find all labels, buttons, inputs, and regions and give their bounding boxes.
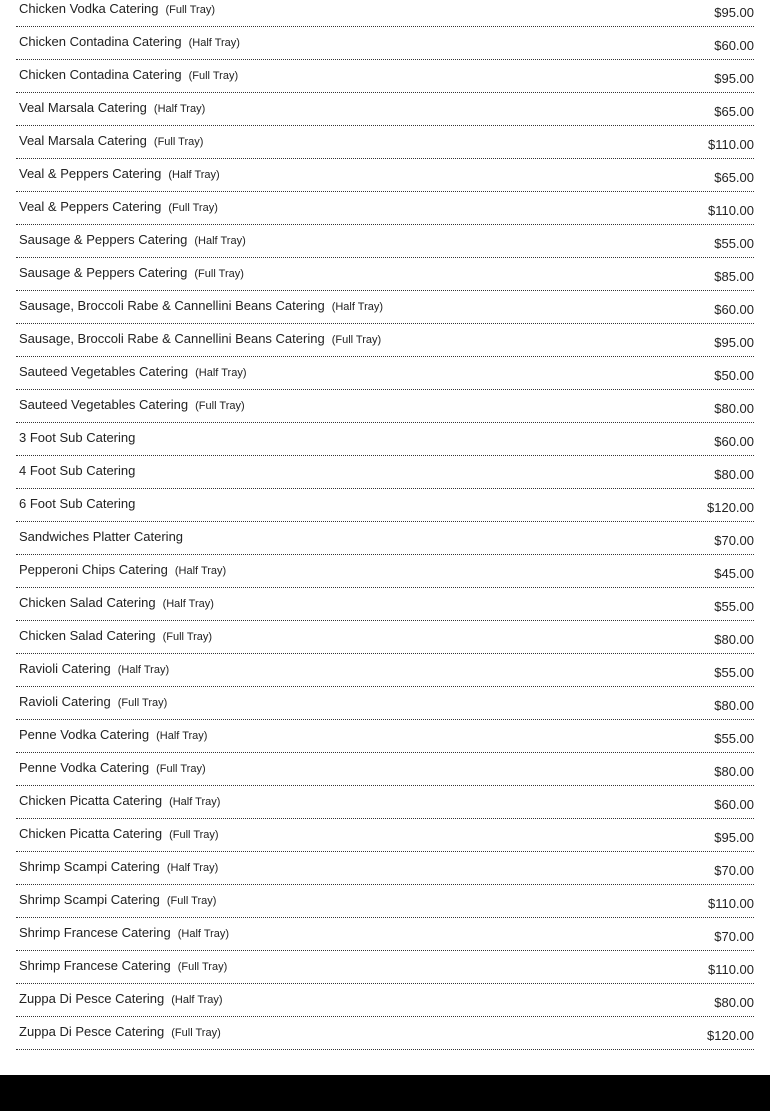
menu-item[interactable] — [16, 258, 754, 291]
menu-item[interactable] — [16, 918, 754, 951]
menu-item-name: Shrimp Francese Catering — [19, 958, 171, 973]
menu-item[interactable] — [16, 588, 754, 621]
menu-item-name: Sandwiches Platter Catering — [19, 529, 184, 544]
menu-item[interactable] — [16, 390, 754, 423]
menu-item[interactable] — [16, 720, 754, 753]
menu-item-price: $80.00 — [714, 995, 754, 1010]
menu-item-name: Chicken Contadina Catering — [19, 67, 182, 82]
menu-item[interactable] — [16, 621, 754, 654]
menu-item-size: (Half Tray) — [171, 994, 223, 1006]
menu-item-info — [16, 132, 203, 158]
menu-item-size: (Full Tray) — [165, 4, 215, 16]
menu-item-info — [16, 0, 215, 26]
menu-item-price: $95.00 — [714, 5, 754, 20]
menu-item-price: $110.00 — [707, 962, 754, 977]
menu-item-name: Sauteed Vegetables Catering — [19, 364, 189, 379]
menu-item-info — [16, 561, 226, 587]
menu-item-name: Ravioli Catering — [19, 661, 111, 676]
menu-item-size: (Full Tray) — [331, 334, 382, 346]
menu-item-price: $70.00 — [714, 863, 754, 878]
menu-item-name: Shrimp Scampi Catering — [19, 859, 160, 874]
menu-item-price: $120.00 — [707, 1028, 754, 1043]
menu-item-info — [16, 231, 246, 257]
menu-item-price: $80.00 — [714, 632, 754, 647]
menu-item-info — [16, 429, 135, 455]
menu-item-info — [16, 528, 183, 554]
menu-item-name: 4 Foot Sub Catering — [19, 463, 136, 478]
menu-item-size: (Full Tray) — [195, 400, 245, 412]
menu-item[interactable] — [16, 225, 754, 258]
menu-item-price: $70.00 — [714, 533, 754, 548]
menu-item-name: Sausage, Broccoli Rabe & Cannellini Beans Catering — [19, 298, 325, 313]
menu-item-info — [16, 594, 214, 620]
menu-item-size: (Half Tray) — [194, 235, 246, 247]
menu-item-info — [16, 495, 135, 521]
menu-item-name: Chicken Vodka Catering — [19, 1, 159, 16]
menu-item[interactable] — [16, 852, 754, 885]
menu-item-size: (Full Tray) — [162, 631, 213, 643]
menu-item-name: Chicken Salad Catering — [19, 628, 156, 643]
menu-item[interactable] — [16, 555, 754, 588]
menu-item-name: Shrimp Scampi Catering — [19, 892, 160, 907]
menu-item-name: Chicken Contadina Catering — [19, 34, 182, 49]
menu-item-name: Veal & Peppers Catering — [19, 166, 162, 181]
menu-item[interactable] — [16, 885, 754, 918]
menu-item-name: Ravioli Catering — [19, 694, 111, 709]
menu-item-name: Zuppa Di Pesce Catering — [19, 991, 165, 1006]
menu-item[interactable] — [16, 819, 754, 852]
menu-item[interactable] — [16, 192, 754, 225]
menu-item[interactable] — [16, 654, 754, 687]
menu-item-info — [16, 264, 244, 290]
menu-item-name: 3 Foot Sub Catering — [19, 430, 136, 445]
menu-item[interactable] — [16, 0, 754, 27]
menu-item-info — [16, 891, 216, 917]
menu-item-price: $55.00 — [714, 236, 754, 251]
menu-item-price: $50.00 — [714, 368, 754, 383]
menu-item-size: (Full Tray) — [168, 202, 218, 214]
menu-item[interactable] — [16, 786, 754, 819]
menu-item-name: Chicken Salad Catering — [19, 595, 156, 610]
menu-item-price: $95.00 — [714, 71, 754, 86]
menu-item-info — [16, 660, 169, 686]
menu-item-size: (Full Tray) — [177, 961, 228, 973]
menu-item-size: (Half Tray) — [177, 928, 230, 940]
menu-item[interactable] — [16, 951, 754, 984]
menu-item-price: $80.00 — [714, 764, 754, 779]
menu-item-info — [16, 363, 246, 389]
menu-item-info — [16, 66, 238, 92]
menu-item-price: $110.00 — [707, 137, 754, 152]
menu-item-name: Sausage, Broccoli Rabe & Cannellini Beans Catering — [19, 331, 325, 346]
menu-item[interactable] — [16, 60, 754, 93]
menu-item-name: Sauteed Vegetables Catering — [19, 397, 189, 412]
menu-item[interactable] — [16, 357, 754, 390]
menu-item-size: (Half Tray) — [168, 169, 220, 181]
menu-item-price: $80.00 — [714, 467, 754, 482]
menu-item[interactable] — [16, 126, 754, 159]
menu-item-info — [16, 198, 218, 224]
menu-item-price: $120.00 — [707, 500, 754, 515]
menu-item[interactable] — [16, 159, 754, 192]
menu-item-name: Chicken Picatta Catering — [19, 826, 163, 841]
menu-item-size: (Full Tray) — [166, 895, 217, 907]
menu-item-size: (Half Tray) — [188, 37, 240, 49]
menu-item-name: 6 Foot Sub Catering — [19, 496, 136, 511]
menu-item-size: (Full Tray) — [171, 1027, 221, 1039]
menu-item[interactable] — [16, 984, 754, 1017]
menu-item-name: Pepperoni Chips Catering — [19, 562, 168, 577]
menu-item-price: $70.00 — [714, 929, 754, 944]
menu-item-info — [16, 396, 245, 422]
menu-item-name: Veal Marsala Catering — [19, 133, 147, 148]
menu-item-info — [16, 330, 381, 356]
menu-item-size: (Full Tray) — [169, 829, 219, 841]
menu-item-price: $60.00 — [714, 434, 754, 449]
menu-item-info — [16, 990, 223, 1016]
menu-item-size: (Half Tray) — [195, 367, 247, 379]
menu-item-price: $110.00 — [707, 203, 754, 218]
menu-item-info — [16, 792, 220, 818]
menu-item-size: (Half Tray) — [117, 664, 170, 676]
menu-item-price: $80.00 — [714, 698, 754, 713]
menu-item-info — [16, 1023, 221, 1049]
menu-item-info — [16, 825, 219, 851]
menu-item-size: (Full Tray) — [117, 697, 168, 709]
menu-item-name: Sausage & Peppers Catering — [19, 232, 188, 247]
menu-item-price: $65.00 — [714, 170, 754, 185]
menu-item-info — [16, 165, 220, 191]
menu-item[interactable] — [16, 93, 754, 126]
menu-item-size: (Full Tray) — [156, 763, 206, 775]
menu-item-info — [16, 627, 212, 653]
menu-item[interactable] — [16, 324, 754, 357]
menu-item-price: $95.00 — [714, 830, 754, 845]
menu-item-price: $80.00 — [714, 401, 754, 416]
menu-item-price: $60.00 — [714, 797, 754, 812]
menu-item-price: $60.00 — [714, 38, 754, 53]
menu-item-size: (Half Tray) — [156, 730, 208, 742]
menu-item-price: $55.00 — [714, 665, 754, 680]
menu-item[interactable] — [16, 291, 754, 324]
menu-item-info — [16, 858, 218, 884]
menu-item-name: Shrimp Francese Catering — [19, 925, 171, 940]
menu-item-size: (Half Tray) — [153, 103, 206, 115]
menu-item-size: (Half Tray) — [174, 565, 227, 577]
menu-item-price: $45.00 — [714, 566, 754, 581]
menu-item[interactable] — [16, 1017, 754, 1050]
menu-item-size: (Full Tray) — [153, 136, 204, 148]
menu-item[interactable] — [16, 489, 754, 522]
menu-item-info — [16, 924, 229, 950]
menu-item-price: $110.00 — [707, 896, 754, 911]
menu-item-info — [16, 462, 135, 488]
menu-item[interactable] — [16, 753, 754, 786]
menu-item-size: (Full Tray) — [194, 268, 244, 280]
menu-item-info — [16, 693, 167, 719]
catering-menu-list — [16, 0, 754, 1050]
menu-item-price: $55.00 — [714, 599, 754, 614]
menu-item[interactable] — [16, 522, 754, 555]
menu-item-info — [16, 99, 205, 125]
menu-item-name: Chicken Picatta Catering — [19, 793, 163, 808]
menu-item-size: (Half Tray) — [166, 862, 219, 874]
menu-item-price: $60.00 — [714, 302, 754, 317]
menu-item-size: (Full Tray) — [188, 70, 239, 82]
menu-item-info — [16, 957, 227, 983]
menu-item-size: (Half Tray) — [169, 796, 221, 808]
menu-item-name: Penne Vodka Catering — [19, 760, 150, 775]
menu-item[interactable] — [16, 687, 754, 720]
menu-item[interactable] — [16, 27, 754, 60]
menu-item-info — [16, 726, 207, 752]
menu-item-name: Veal & Peppers Catering — [19, 199, 162, 214]
menu-item-name: Sausage & Peppers Catering — [19, 265, 188, 280]
menu-item-name: Veal Marsala Catering — [19, 100, 147, 115]
menu-item-info — [16, 759, 206, 785]
menu-item-price: $65.00 — [714, 104, 754, 119]
menu-item-size: (Half Tray) — [331, 301, 384, 313]
menu-item-info — [16, 297, 383, 323]
menu-item[interactable] — [16, 456, 754, 489]
menu-item-name: Penne Vodka Catering — [19, 727, 150, 742]
menu-item-info — [16, 33, 240, 59]
menu-item-price: $95.00 — [714, 335, 754, 350]
menu-item-size: (Half Tray) — [162, 598, 214, 610]
footer-bar — [0, 1075, 770, 1111]
menu-item-name: Zuppa Di Pesce Catering — [19, 1024, 165, 1039]
menu-item-price: $85.00 — [714, 269, 754, 284]
menu-item[interactable] — [16, 423, 754, 456]
menu-item-price: $55.00 — [714, 731, 754, 746]
